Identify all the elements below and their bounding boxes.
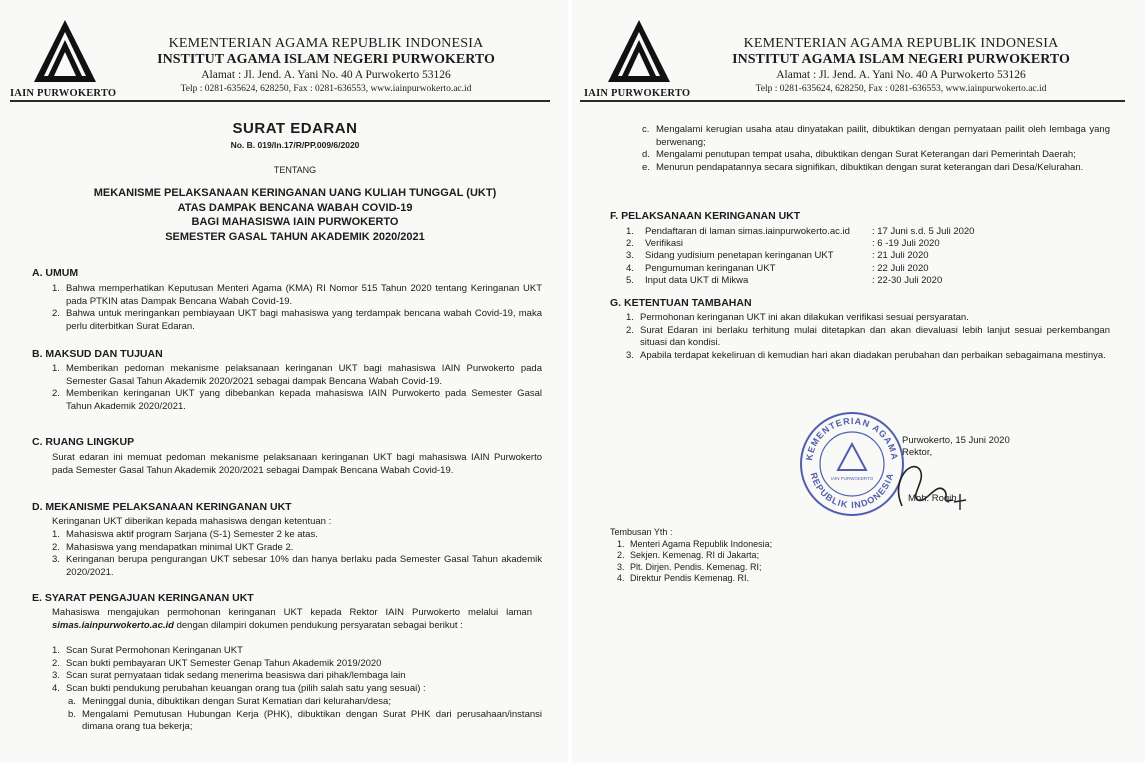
institute-name: INSTITUT AGAMA ISLAM NEGERI PURWOKERTO xyxy=(732,52,1070,67)
list-item: 1. Scan Surat Permohonan Keringanan UKT xyxy=(52,645,243,656)
letterhead-rule xyxy=(10,100,550,102)
section-a-list xyxy=(52,283,542,333)
letterhead xyxy=(150,36,502,96)
institute-address: Alamat : Jl. Jend. A. Yani No. 40 A Purwokerto 53126 xyxy=(201,69,451,81)
letterhead xyxy=(714,36,1088,96)
svg-text:KEMENTERIAN AGAMA: KEMENTERIAN AGAMA xyxy=(804,415,900,462)
iain-logo xyxy=(584,18,694,98)
triangle-logo-icon xyxy=(606,18,672,84)
signature-place-date: Purwokerto, 15 Juni 2020 xyxy=(902,435,1010,446)
section-e-sublist-continued xyxy=(642,124,1110,174)
list-item: 2. Surat Edaran ini berlaku terhitung mulai ditetapkan dan akan dievaluasi lebih lanjut sesuai perkembangan situasi dan kondisi. xyxy=(626,324,1110,349)
list-item: 4. Scan bukti pendukung perubahan keuangan orang tua (pilih salah satu yang sesuai) : xyxy=(52,682,426,694)
list-item: e. Menurun pendapatannya secara signifikan, dibuktikan dengan surat keterangan dari Desa/Kelurahan. xyxy=(642,161,1084,173)
list-item: 1. Menteri Agama Republik Indonesia; xyxy=(617,539,773,549)
list-item: 2. Bahwa untuk meringankan pembiayaan UKT bagi mahasiswa yang terdampak bencana wabah Covid-19, maka perlu diterbitkan Surat Edaran. xyxy=(52,308,542,332)
subject-line: BAGI MAHASISWA IAIN PURWOKERTO xyxy=(191,216,399,228)
section-b-list xyxy=(52,363,542,413)
institute-address: Alamat : Jl. Jend. A. Yani No. 40 A Purwokerto 53126 xyxy=(776,69,1026,81)
cc-heading: Tembusan Yth : xyxy=(610,527,673,537)
ministry-name: KEMENTERIAN AGAMA REPUBLIK INDONESIA xyxy=(168,36,484,51)
institute-name: INSTITUT AGAMA ISLAM NEGERI PURWOKERTO xyxy=(157,52,495,67)
list-item: 2. Sekjen. Kemenag. RI di Jakarta; xyxy=(617,550,760,561)
subject-line: MEKANISME PELAKSANAAN KERINGANAN UANG KULIAH TUNGGAL (UKT) xyxy=(93,187,497,199)
subject-line: ATAS DAMPAK BENCANA WABAH COVID-19 xyxy=(177,201,413,214)
list-item: 1. Memberikan pedoman mekanisme pelaksanaan keringanan UKT bagi mahasiswa IAIN Purwokerto pada Semester Gasal Tahun Akademik 2020/2021 sebagai dampak Bencana Wabah Covid-19. xyxy=(52,363,542,387)
section-d-list xyxy=(52,529,542,579)
section-e-intro: Mahasiswa mengajukan permohonan keringanan UKT kepada Rektor IAIN Purwokerto melalui laman simas.iainpurwokerto.ac.id dengan dilampiri dokumen pendukung persyaratan sebagai berikut : xyxy=(52,607,532,631)
signatory-name: Moh. Roqib xyxy=(908,493,957,504)
list-item: c. Mengalami kerugian usaha atau dinyatakan pailit, dibuktikan dengan pernyataan pailit oleh lembaga yang berwenang; xyxy=(642,124,1110,148)
list-item: 3. Plt. Dirjen. Pendis. Kemenag. RI; xyxy=(617,561,762,572)
ministry-name: KEMENTERIAN AGAMA REPUBLIK INDONESIA xyxy=(743,36,1059,51)
institute-contact: Telp : 0281-635624, 628250, Fax : 0281-636553, www.iainpurwokerto.ac.id xyxy=(755,84,1047,94)
list-item: 2. Scan bukti pembayaran UKT Semester Genap Tahun Akademik 2019/2020 xyxy=(52,657,382,669)
list-item: 1. Permohonan keringanan UKT ini akan dilakukan verifikasi sesuai persyaratan. xyxy=(626,312,969,323)
section-d-heading: D. MEKANISME PELAKSANAAN KERINGANAN UKT xyxy=(32,501,292,513)
section-f-heading: F. PELAKSANAAN KERINGANAN UKT xyxy=(610,210,801,222)
institute-contact: Telp : 0281-635624, 628250, Fax : 0281-636553, www.iainpurwokerto.ac.id xyxy=(180,84,472,94)
document-about: TENTANG xyxy=(273,165,317,175)
section-b-heading: B. MAKSUD DAN TUJUAN xyxy=(32,348,163,360)
section-d-intro: Keringanan UKT diberikan kepada mahasiswa dengan ketentuan : xyxy=(52,516,332,527)
section-e-heading: E. SYARAT PENGAJUAN KERINGANAN UKT xyxy=(32,592,254,604)
section-g-list xyxy=(626,312,1110,362)
letterhead-rule xyxy=(580,100,1125,102)
cc-list xyxy=(617,539,772,585)
subject-line: SEMESTER GASAL TAHUN AKADEMIK 2020/2021 xyxy=(165,230,425,243)
list-item: d. Mengalami penutupan tempat usaha, dibuktikan dengan Surat Keterangan dari Pemerintah Daerah; xyxy=(642,149,1076,161)
document-subject xyxy=(50,186,540,244)
list-item: 2. Memberikan keringanan UKT yang dibebankan kepada mahasiswa IAIN Purwokerto pada Semester Gasal Tahun Akademik 2020/2021. xyxy=(52,388,542,412)
simas-link: simas.iainpurwokerto.ac.id xyxy=(52,619,174,631)
svg-text:IAIN PURWOKERTO: IAIN PURWOKERTO xyxy=(830,476,874,481)
list-item: 3. Scan surat pernyataan tidak sedang menerima beasiswa dari pihak/lembaga lain xyxy=(52,670,406,682)
list-item: 1. Mahasiswa aktif program Sarjana (S-1) Semester 2 ke atas. xyxy=(52,529,318,540)
iain-logo xyxy=(10,18,120,98)
svg-text:REPUBLIK INDONESIA: REPUBLIK INDONESIA xyxy=(808,471,896,511)
document-number: No. B. 019/In.17/R/PP.009/6/2020 xyxy=(230,140,360,150)
section-a-heading: A. UMUM xyxy=(32,267,79,279)
list-item: 1. Bahwa memperhatikan Keputusan Menteri Agama (KMA) RI Nomor 515 Tahun 2020 tentang Keringanan UKT pada PTKIN atas Dampak Bencana Wabah Covid-19. xyxy=(52,283,542,307)
triangle-logo-icon xyxy=(32,18,98,84)
list-item: 3. Keringanan berupa pengurangan UKT sebesar 10% dan hanya berlaku pada Semester Gasal Tahun akademik 2020/2021. xyxy=(52,554,542,578)
letter-page-1 xyxy=(0,0,568,763)
section-e-sublist xyxy=(68,696,542,734)
document-title: SURAT EDARAN xyxy=(232,120,358,137)
list-item: 3. Apabila terdapat kekeliruan di kemudian hari akan diadakan perubahan dan perbaikan sebagaimana mestinya. xyxy=(626,349,1106,361)
section-c-heading: C. RUANG LINGKUP xyxy=(32,436,135,448)
list-item: 4. Direktur Pendis Kemenag. RI. xyxy=(617,573,750,584)
section-e-list xyxy=(52,645,542,695)
letter-page-2 xyxy=(572,0,1145,763)
logo-text: IAIN PURWOKERTO xyxy=(584,88,691,99)
signature-position: Rektor, xyxy=(902,447,933,458)
section-g-heading: G. KETENTUAN TAMBAHAN xyxy=(610,297,752,309)
list-item: a. Meninggal dunia, dibuktikan dengan Surat Kematian dari kelurahan/desa; xyxy=(68,696,391,707)
logo-text: IAIN PURWOKERTO xyxy=(10,88,117,99)
list-item: 2. Mahasiswa yang mendapatkan minimal UKT Grade 2. xyxy=(52,541,294,553)
section-c-text: Surat edaran ini memuat pedoman mekanisme pelaksanaan keringanan UKT bagi mahasiswa IAIN Purwokerto pada Semester Gasal Tahun Akademik 2020/2021 sebagai Dampak Bencana Wabah Covid-19. xyxy=(52,452,542,476)
list-item: b. Mengalami Pemutusan Hubungan Kerja (PHK), dibuktikan dengan Surat PHK dari perusahaan/instansi dimana orang tua bekerja; xyxy=(68,708,542,733)
